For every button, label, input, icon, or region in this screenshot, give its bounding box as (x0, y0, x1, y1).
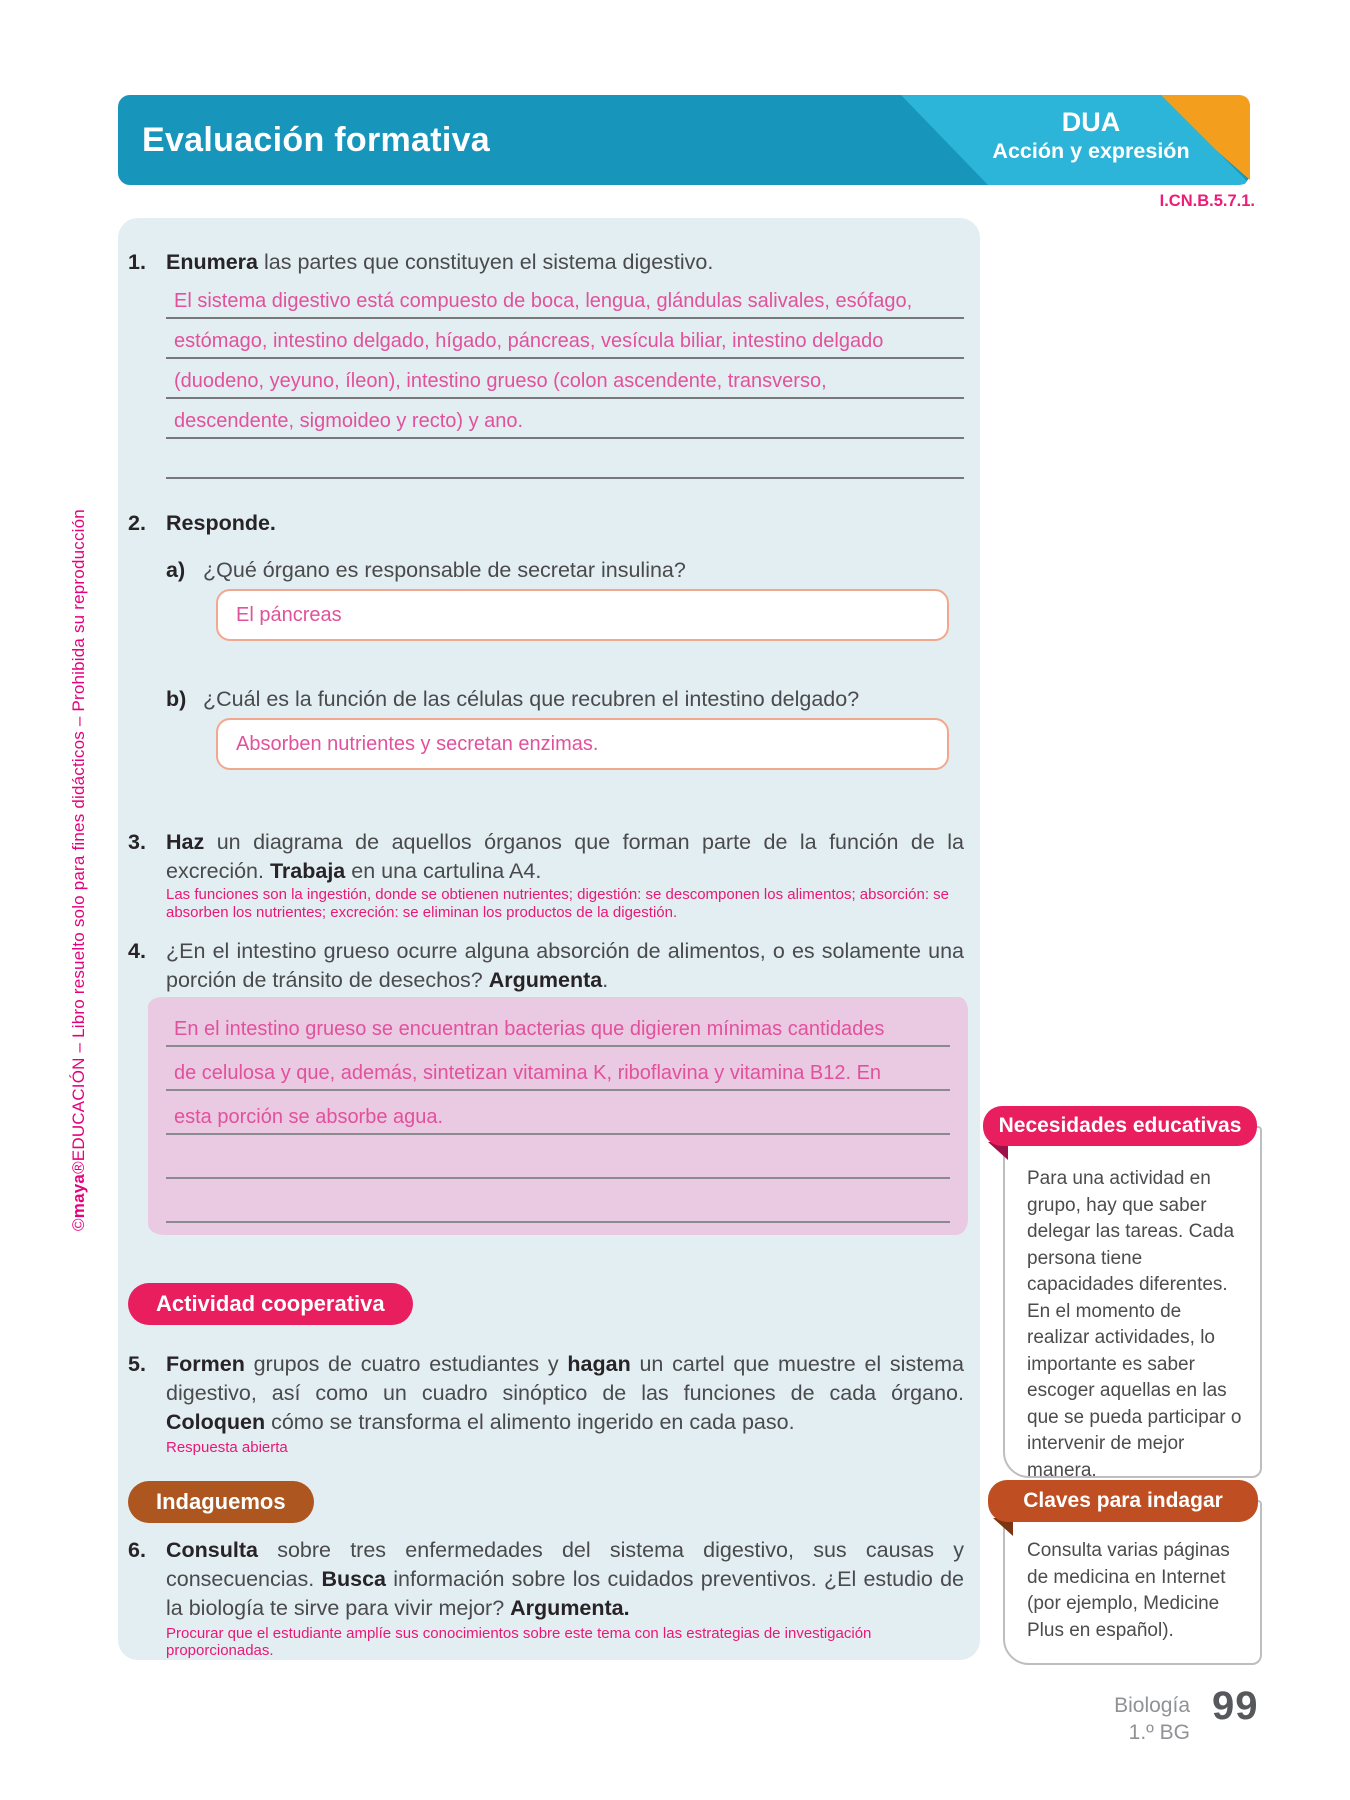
question-4-answer-pad (148, 997, 968, 1235)
question-text: ¿Qué órgano es responsable de secretar insulina? (203, 558, 686, 582)
answer-line: estómago, intestino delgado, hígado, páncreas, vesícula biliar, intestino delgado (166, 319, 964, 359)
special-needs-callout-header: Necesidades educativas (983, 1106, 1257, 1146)
question-text: Consulta sobre tres enfermedades del sistema digestivo, sus causas y consecuencias. Busca información sobre los cuidados preventivos. ¿El estudio de la biología te sirve para vivir mejor? Argumenta. (166, 1537, 964, 1620)
question-number: 3. (128, 830, 146, 854)
answer-line: En el intestino grueso se encuentran bacterias que digieren mínimas cantidades (166, 1003, 950, 1047)
answer-line: descendente, sigmoideo y recto) y ano. (166, 399, 964, 439)
dua-label-block (986, 106, 1196, 164)
question-text: Formen grupos de cuatro estudiantes y hagan un cartel que muestre el sistema digestivo, así como un cuadro sinóptico de las funciones de cada órgano. Coloquen cómo se transforma el alimento ingerido en cada paso. (166, 1352, 964, 1434)
question-1-answer-area (166, 279, 964, 479)
answer-text: El páncreas (236, 603, 342, 626)
question-2a-answer-box (216, 589, 949, 641)
question-5 (128, 1350, 964, 1437)
answer-line (166, 1179, 950, 1223)
question-3 (128, 828, 964, 886)
question-2b-answer-box (216, 718, 949, 770)
question-number: 1. (128, 250, 146, 274)
answer-line (166, 1135, 950, 1179)
answer-text: Absorben nutrientes y secretan enzimas. (236, 732, 599, 755)
callout-text: Consulta varias páginas de medicina en Internet (por ejemplo, Medicine Plus en español). (1027, 1540, 1230, 1641)
question-4 (128, 937, 964, 995)
inquiry-keys-callout-body (1003, 1500, 1262, 1665)
question-number: 6. (128, 1537, 146, 1562)
answer-line: de celulosa y que, además, sintetizan vitamina K, riboflavina y vitamina B12. En (166, 1047, 950, 1091)
inquiry-badge: Indaguemos (128, 1481, 314, 1523)
activity-box (118, 218, 980, 1660)
question-number: 5. (128, 1352, 146, 1376)
footer-subject: Biología (1114, 1694, 1190, 1717)
question-letter: b) (166, 687, 187, 711)
dua-label: DUA (1061, 107, 1121, 137)
special-needs-callout-body (1003, 1126, 1262, 1481)
question-text: ¿Cuál es la función de las células que recubren el intestino delgado? (203, 687, 860, 711)
header-banner (118, 95, 1250, 185)
question-6 (128, 1536, 964, 1623)
question-number: 2. (128, 511, 146, 535)
answer-line: (duodeno, yeyuno, íleon), intestino grueso (colon ascendente, transverso, (166, 359, 964, 399)
question-number: 4. (128, 939, 146, 963)
teacher-note: Las funciones son la ingestión, donde se obtienen nutrientes; digestión: se descomponen los alimentos; absorción: se absorben los nutrientes; excreción: se eliminan los productos de la digestión. (166, 886, 950, 921)
badge-row (156, 1481, 964, 1523)
teacher-note: Procurar que el estudiante amplíe sus conocimientos sobre este tema con las estrategias de investigación proporcionadas. (166, 1624, 872, 1659)
cooperative-activity-badge: Actividad cooperativa (128, 1283, 413, 1325)
answer-line: esta porción se absorbe agua. (166, 1091, 950, 1135)
footer-grade: 1.º BG (1128, 1721, 1190, 1744)
inquiry-keys-callout-header: Claves para indagar (988, 1480, 1258, 1522)
answer-line: El sistema digestivo está compuesto de boca, lengua, glándulas salivales, esófago, (166, 279, 964, 319)
answer-line (166, 439, 964, 479)
question-1 (128, 248, 964, 277)
copyright-edge-text: ©maya®EDUCACIÓN – Libro resuelto solo para fines didácticos – Prohibida su reproducción (69, 509, 88, 1231)
question-2 (128, 509, 964, 538)
page-number: 99 (1212, 1684, 1259, 1728)
question-2a (166, 556, 964, 585)
question-text: Haz un diagrama de aquellos órganos que forman parte de la función de la excreción. Trabaja en una cartulina A4. (166, 830, 964, 883)
question-letter: a) (166, 558, 186, 582)
dua-sublabel: Acción y expresión (992, 139, 1190, 163)
footer-course (1040, 1692, 1190, 1746)
question-text: ¿En el intestino grueso ocurre alguna absorción de alimentos, o es solamente una porción de tránsito de desechos? Argumenta. (166, 939, 964, 992)
teacher-note: Respuesta abierta (166, 1439, 288, 1456)
callout-text: Para una actividad en grupo, hay que saber delegar las tareas. Cada persona tiene capacidades diferentes. En el momento de realizar actividades, lo importante es saber escoger aquellas en las que se pueda participar o intervenir de mejor manera. (1027, 1168, 1242, 1481)
page-title: Evaluación formativa (142, 120, 491, 159)
question-2b (166, 685, 964, 714)
badge-row (156, 1283, 964, 1325)
curriculum-code: I.CN.B.5.7.1. (1159, 192, 1255, 210)
question-text: Responde. (166, 511, 276, 535)
question-text: Enumera las partes que constituyen el sistema digestivo. (166, 250, 714, 274)
